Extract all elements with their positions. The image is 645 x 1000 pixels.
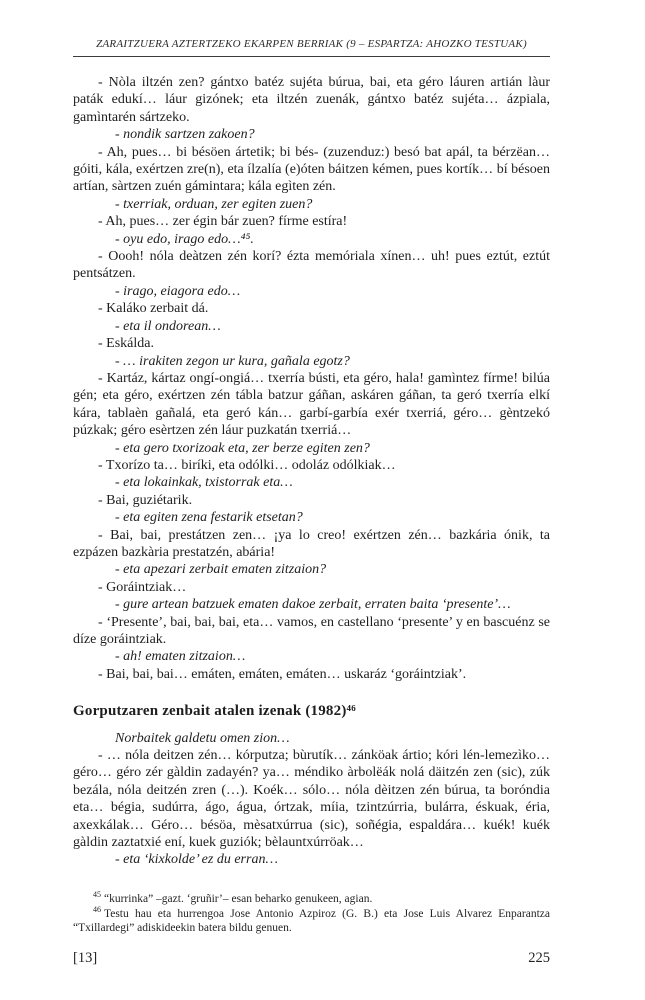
footnote-text: “kurrinka” –gazt. ‘gruñir’– esan beharko genukeen, agian. <box>104 893 373 905</box>
footnote-marker: 46 <box>93 904 101 914</box>
dialogue-line: - Bai, bai, prestátzen zen… ¡ya lo creo! exértzen zén… bazkária ónik, ta ezpázen bazkària prestatzén, abária! <box>73 527 550 560</box>
dialogue-line: - Txorízo ta… biríki, eta odólki… odoláz odólkiak… <box>98 457 396 473</box>
section-heading: Gorputzaren zenbait atalen izenak (1982)⁴⁶ <box>73 703 356 720</box>
header-rule <box>73 56 550 57</box>
interviewer-question-line: - eta egiten zena festarik etsetan? <box>115 510 303 526</box>
footer-page-number: 225 <box>528 950 550 966</box>
dialogue-line: - Kartáz, kártaz ongí-ongiá… txerría bústi, eta géro, hala! gamìntez fírme! bilúa gén; eta géro, exértzen zén tábla batzur gáñan, askáren gáñan, ta geró txerría elkí kára, tablaèn gañalá, eta geró kán… garbí-garbía exér txerriá, géro… gèntzekó púzkak; géro esèrtzen zén láur puzkatán txerriá… <box>73 370 550 439</box>
interviewer-question-line: - ah! ematen zitzaion… <box>115 649 246 665</box>
dialogue-line: - Goráintziak… <box>98 579 187 595</box>
dialogue-line: - ‘Presente’, bai, bai, bai, eta… vamos, en castellano ‘presente’ y en bascuénz se díze goráintziak. <box>73 614 550 647</box>
interviewer-question-line: - eta ‘kixkolde’ ez du erran… <box>115 852 278 868</box>
dialogue-line: - Kaláko zerbait dá. <box>98 301 209 317</box>
dialogue-line: - Eskálda. <box>98 336 154 352</box>
interviewer-question-line: - nondik sartzen zakoen? <box>115 127 255 143</box>
body-text <box>73 74 550 869</box>
interviewer-question-line: - oyu edo, irago edo…⁴⁵. <box>115 231 254 247</box>
interviewer-question-line: - eta gero txorizoak eta, zer berze egiten zen? <box>115 440 370 456</box>
dialogue-line: - … nóla deitzen zén… kórputza; bùrutík… zánköak ártio; kóri lén-lemezìko… géro… géro zér gàldin zadayén? ya… méndiko àrbolëák nolá däitzén zen (sic), zúk bezála, nóla deitzén zren (…). Koék… sólo… nóla dèitzen zén búrua, ta boróndia eta… bégia, sudúrra, ágo, água, órtzak, míia, tzintzúrria, bulárra, éskuak, éria, axexkálak… Géro… bésöa, mèsatxúrrua (sic), soñégia, espaldára… kuék! kuék gàldin zaztatxié ení, kuek guziók; bèlauntxúrröak… <box>73 748 550 851</box>
interviewer-question-line: - eta apezari zerbait ematen zitzaion? <box>115 562 327 578</box>
footnote-text: Testu hau eta hurrengoa Jose Antonio Azpiroz (G. B.) eta Jose Luis Alvarez Enparantza “Txillardegi” adiskideekin batera bildu genuen. <box>73 907 550 935</box>
interviewer-question-line: - … irakiten zegon ur kura, gañala egotz? <box>115 353 350 369</box>
footnotes-section <box>73 892 550 936</box>
page-footer <box>73 950 550 967</box>
dialogue-line: - Ah, pues… bi bésöen ártetik; bi bés- (zuzenduz:) besó bat apál, ta bérzëan… góiti, kála, exértzen zre(n), eta ílzalía (e)óten báitzen kémen, pues kortík… bí bésoen artían, sàrtzen zuén gámintara; kála egìten zén. <box>73 144 550 195</box>
interviewer-question-line: - irago, eiagora edo… <box>115 283 241 299</box>
footnote <box>73 904 550 936</box>
interviewer-question-line: - txerriak, orduan, zer egiten zuen? <box>115 196 313 212</box>
footnote <box>73 892 550 907</box>
running-header-title: ZARAITZUERA AZTERTZEKO EKARPEN BERRIAK (9 – ESPARTZA: AHOZKO TESTUAK) <box>96 38 527 50</box>
footer-left-page-marker: [13] <box>73 950 98 966</box>
interviewer-question-line: - gure artean batzuek ematen dakoe zerbait, erraten baita ‘presente’… <box>115 597 511 613</box>
dialogue-line: - Bai, guziétarik. <box>98 492 193 508</box>
interviewer-question-line: - eta il ondorean… <box>115 318 221 334</box>
dialogue-line: - Oooh! nóla deàtzen zén korí? ézta memóriala xínen… uh! pues eztút, eztút pentsátzen. <box>73 249 550 282</box>
footnote-marker: 45 <box>93 890 101 900</box>
dialogue-line: - Ah, pues… zer égin bár zuen? fírme estíra! <box>98 214 348 230</box>
dialogue-line: - Nòla iltzén zen? gántxo batéz sujéta búrua, bai, eta géro láuren artián làur paták edukí… láur gizónek; eta iltzén zuenák, gántxo batéz sujéta… ázpiala, gamìntarén sártzeko. <box>73 75 550 125</box>
interviewer-question-line: - eta lokainkak, txistorrak eta… <box>115 475 293 491</box>
intro-line: Norbaitek galdetu omen zion… <box>115 730 290 746</box>
dialogue-line: - Bai, bai, bai… emáten, emáten, emáten… uskaráz ‘goráintziak’. <box>98 666 467 682</box>
